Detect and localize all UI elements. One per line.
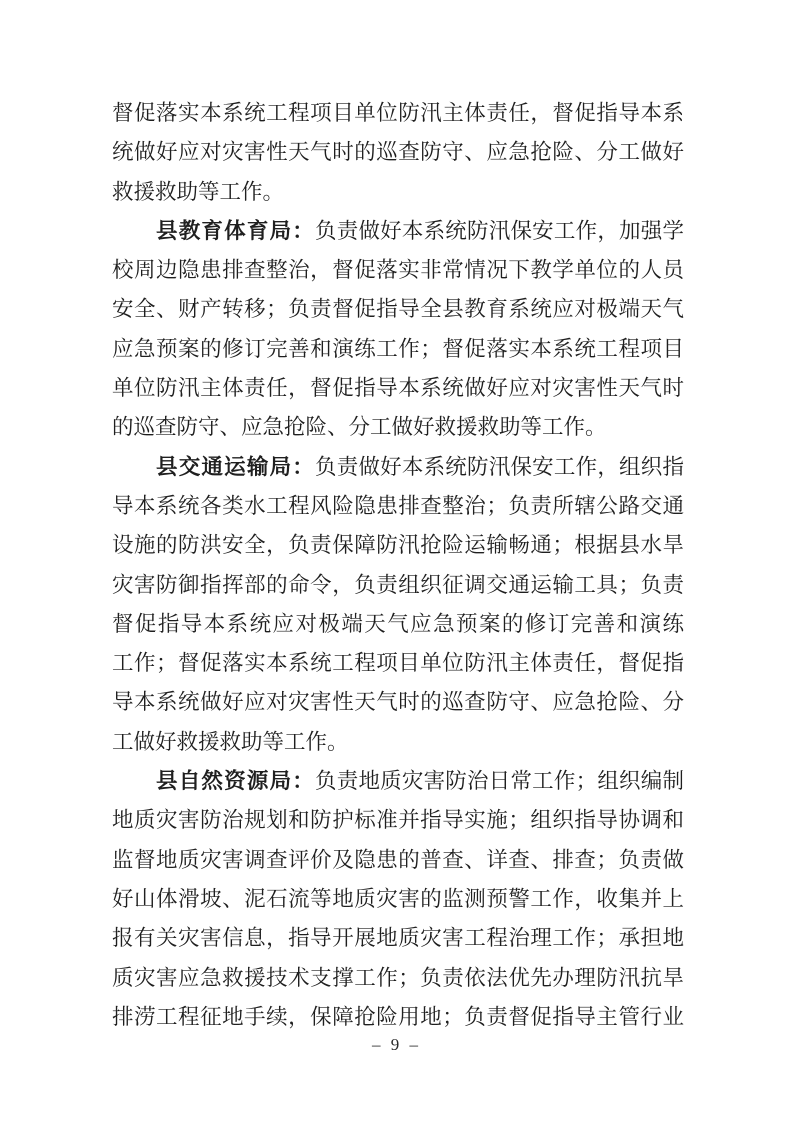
paragraph [112, 94, 684, 212]
page-number: – 9 – [372, 1035, 421, 1054]
paragraph [112, 448, 684, 762]
text-line: 工作；督促落实本系统工程项目单位防汛主体责任，督促指 [112, 651, 684, 676]
text-line: 好山体滑坡、泥石流等地质灾害的监测预警工作，收集并上 [112, 886, 684, 911]
text-line: 质灾害应急救援技术支撑工作；负责依法优先办理防汛抗旱 [112, 965, 684, 990]
text-line: 工做好救援救助等工作。 [112, 729, 349, 754]
text-line: 的巡查防守、应急抢险、分工做好救援救助等工作。 [112, 415, 607, 440]
text-line: 安全、财产转移；负责督促指导全县教育系统应对极端天气 [112, 297, 684, 322]
department-name-bold: 县自然资源局： [156, 769, 316, 794]
text-line: 督促指导本系统应对极端天气应急预案的修订完善和演练 [112, 611, 684, 636]
paragraph [112, 212, 684, 448]
text-line: 监督地质灾害调查评价及隐患的普查、详查、排查；负责做 [112, 847, 684, 872]
text-line: 校周边隐患排查整治，督促落实非常情况下教学单位的人员 [112, 258, 684, 283]
text-line: 报有关灾害信息，指导开展地质灾害工程治理工作；承担地 [112, 926, 684, 951]
text-line: 单位防汛主体责任，督促指导本系统做好应对灾害性天气时 [112, 376, 684, 401]
document-body [112, 94, 684, 1037]
department-name-bold: 县教育体育局： [156, 218, 316, 243]
text-line: 灾害防御指挥部的命令，负责组织征调交通运输工具；负责 [112, 572, 684, 597]
text-line: 县自然资源局：负责地质灾害防治日常工作；组织编制 [156, 769, 684, 794]
text-line: 导本系统各类水工程风险隐患排查整治；负责所辖公路交通 [112, 493, 684, 518]
text-line: 地质灾害防治规划和防护标准并指导实施；组织指导协调和 [112, 808, 684, 833]
text-line: 救援救助等工作。 [112, 179, 285, 204]
text-line: 导本系统做好应对灾害性天气时的巡查防守、应急抢险、分 [112, 690, 684, 715]
text-line: 县交通运输局：负责做好本系统防汛保安工作，组织指 [156, 454, 684, 479]
department-name-bold: 县交通运输局： [156, 454, 316, 479]
text-line: 排涝工程征地手续，保障抢险用地；负责督促指导主管行业 [112, 1004, 684, 1029]
text-line: 督促落实本系统工程项目单位防汛主体责任，督促指导本系 [112, 101, 684, 125]
text-line: 应急预案的修订完善和演练工作；督促落实本系统工程项目 [112, 336, 684, 361]
text-line: 统做好应对灾害性天气时的巡查防守、应急抢险、分工做好 [112, 140, 684, 165]
paragraph [112, 762, 684, 1037]
text-line: 设施的防洪安全，负责保障防汛抢险运输畅通；根据县水旱 [112, 533, 684, 558]
text-line: 县教育体育局：负责做好本系统防汛保安工作，加强学 [156, 218, 684, 243]
